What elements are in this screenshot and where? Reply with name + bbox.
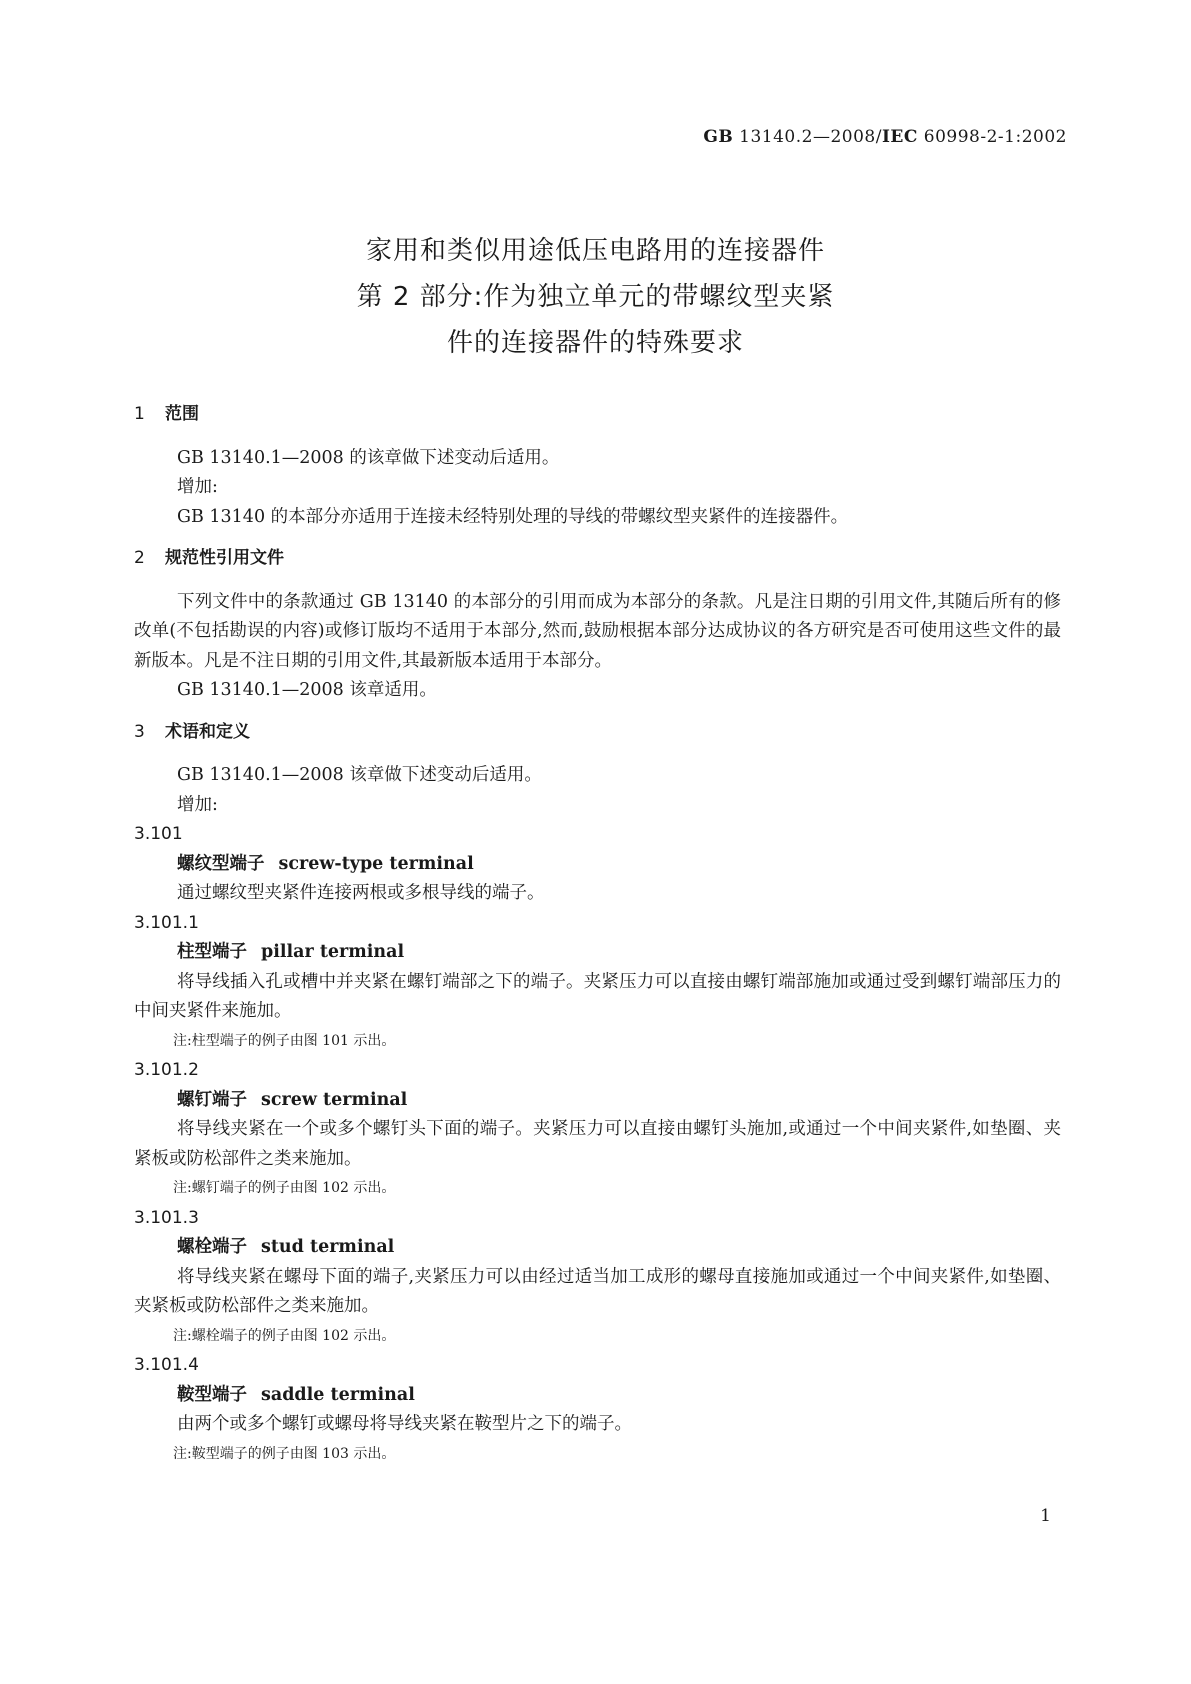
clause-number: 3.101.3	[134, 1207, 199, 1228]
section-3-heading	[134, 718, 1061, 748]
term-en: pillar terminal	[261, 942, 405, 962]
section-2-para-1: 下列文件中的条款通过 GB 13140 的本部分的引用而成为本部分的条款。凡是注日期的引用文件,其随后所有的修改单(不包括勘误的内容)或修订版均不适用于本部分,然而,鼓励根据本部分达成协议的各方研究是否可使用这些文件的最新版本。凡是不注日期的引用文件,其最新版本适用于本部分。	[134, 591, 1061, 671]
section-2-title: 规范性引用文件	[165, 548, 284, 568]
term-definition: 通过螺纹型夹紧件连接两根或多根导线的端子。	[177, 883, 545, 903]
section-3-title: 术语和定义	[165, 721, 250, 742]
term-note: 注:鞍型端子的例子由图 103 示出。	[173, 1445, 396, 1462]
section-1-title: 范围	[165, 404, 199, 424]
term-definition: 将导线插入孔或槽中并夹紧在螺钉端部之下的端子。夹紧压力可以直接由螺钉端部施加或通过受到螺钉端部压力的中间夹紧件来施加。	[134, 971, 1061, 1021]
page-number: 1	[1040, 1506, 1051, 1526]
section-1-heading	[134, 400, 1061, 430]
section-2-number: 2	[134, 548, 145, 568]
document-body	[134, 400, 1061, 1469]
term-zh: 螺纹型端子	[177, 853, 265, 874]
section-1-para-1: GB 13140.1—2008 的该章做下述变动后适用。	[177, 447, 560, 468]
clause-number: 3.101.1	[134, 912, 199, 933]
title-line-1: 家用和类似用途低压电路用的连接器件	[365, 236, 825, 266]
section-2-para-2: GB 13140.1—2008 该章适用。	[177, 680, 437, 700]
section-2-heading	[134, 544, 1061, 574]
term-en: screw terminal	[261, 1089, 408, 1110]
term-heading	[134, 850, 1061, 880]
term-en: saddle terminal	[261, 1384, 415, 1405]
term-zh: 螺钉端子	[177, 1089, 247, 1110]
header-prefix: GB	[703, 127, 734, 147]
term-en: stud terminal	[261, 1237, 395, 1257]
header-iec: IEC	[881, 127, 918, 147]
document-title	[0, 228, 1191, 366]
term-zh: 柱型端子	[177, 942, 247, 962]
clause-number: 3.101.2	[134, 1060, 199, 1080]
term-heading	[134, 938, 1061, 968]
clause-number: 3.101.4	[134, 1355, 199, 1375]
term-heading	[134, 1086, 1061, 1116]
section-3-para-1: GB 13140.1—2008 该章做下述变动后适用。	[177, 765, 542, 785]
term-heading	[134, 1381, 1061, 1411]
section-1-para-2: 增加:	[177, 477, 218, 497]
section-3-number: 3	[134, 721, 145, 742]
title-line-3: 件的连接器件的特殊要求	[446, 328, 744, 358]
term-definition: 由两个或多个螺钉或螺母将导线夹紧在鞍型片之下的端子。	[177, 1414, 632, 1434]
term-definition: 将导线夹紧在螺母下面的端子,夹紧压力可以由经过适当加工成形的螺母直接施加或通过一个中间夹紧件,如垫圈、夹紧板或防松部件之类来施加。	[134, 1266, 1061, 1316]
term-note: 注:螺钉端子的例子由图 102 示出。	[173, 1180, 396, 1196]
clause-number: 3.101	[134, 824, 183, 844]
term-zh: 螺栓端子	[177, 1237, 247, 1257]
header-iec-number: 60998-2-1:2002	[923, 127, 1067, 147]
term-heading	[134, 1233, 1061, 1263]
standard-header	[703, 127, 1067, 147]
term-zh: 鞍型端子	[177, 1384, 247, 1405]
section-1-number: 1	[134, 404, 145, 424]
term-note: 注:柱型端子的例子由图 101 示出。	[173, 1032, 396, 1049]
term-definition: 将导线夹紧在一个或多个螺钉头下面的端子。夹紧压力可以直接由螺钉头施加,或通过一个中间夹紧件,如垫圈、夹紧板或防松部件之类来施加。	[134, 1119, 1061, 1169]
term-note: 注:螺栓端子的例子由图 102 示出。	[173, 1327, 396, 1344]
section-3-para-2: 增加:	[177, 794, 218, 815]
title-line-2: 第 2 部分:作为独立单元的带螺纹型夹紧	[356, 282, 835, 312]
header-number: 13140.2—2008/	[739, 127, 882, 147]
term-en: screw-type terminal	[278, 853, 474, 874]
section-1-para-3: GB 13140 的本部分亦适用于连接未经特别处理的导线的带螺纹型夹紧件的连接器件。	[177, 506, 849, 527]
